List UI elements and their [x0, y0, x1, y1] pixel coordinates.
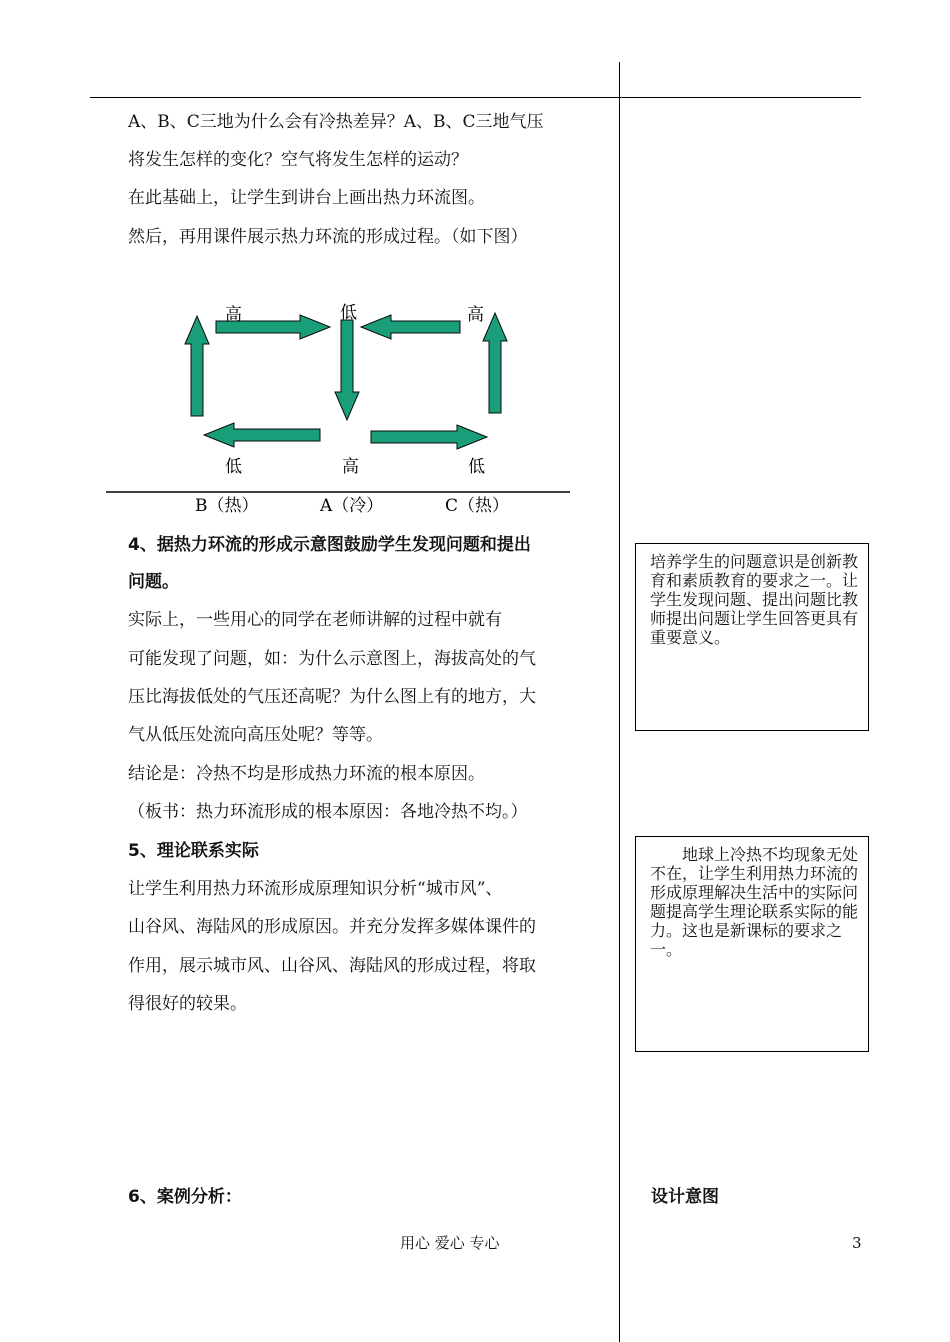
label-bottom-right: 低 [468, 457, 485, 477]
section5-line-4: 得很好的较果。 [128, 994, 247, 1014]
design-note-1-text: 培养学生的问题意识是创新教育和素质教育的要求之一。让学生发现问题、提出问题比教师提出问题让学生回答更具有重要意义。 [650, 552, 859, 647]
section5-title: 5、理论联系实际 [128, 841, 259, 861]
design-note-2 [635, 836, 869, 1052]
ground-label-c: C（热） [445, 496, 510, 516]
arrow-bottom-right-right [371, 425, 487, 449]
design-note-1 [635, 543, 869, 731]
section4-line-5: 结论是：冷热不均是形成热力环流的根本原因。 [128, 764, 485, 784]
arrow-right-up [483, 313, 507, 413]
ground-label-a: A（冷） [320, 496, 384, 516]
section4-line-6: （板书：热力环流形成的根本原因：各地冷热不均。） [128, 802, 528, 822]
body-line-1: A、B、C三地为什么会有冷热差异？A、B、C三地气压 [128, 112, 544, 132]
label-bottom-left: 低 [225, 457, 242, 477]
label-top-center: 低 [340, 303, 357, 323]
body-line-2: 将发生怎样的变化？空气将发生怎样的运动？ [128, 150, 468, 170]
diagram-svg [100, 290, 580, 520]
section4-line-3: 压比海拔低处的气压还高呢？为什么图上有的地方，大 [128, 687, 536, 707]
thermal-circulation-diagram [100, 290, 580, 520]
footer-motto: 用心 爱心 专心 [400, 1234, 500, 1252]
arrow-center-down [335, 320, 359, 420]
section4-line-1: 实际上，一些用心的同学在老师讲解的过程中就有 [128, 610, 502, 630]
section5-line-3: 作用，展示城市风、山谷风、海陆风的形成过程，将取 [128, 956, 536, 976]
section4-title-cont: 问题。 [128, 572, 179, 592]
section4-line-4: 气从低压处流向高压处呢？等等。 [128, 725, 383, 745]
section4-line-2: 可能发现了问题，如：为什么示意图上，海拔高处的气 [128, 649, 536, 669]
section5-line-2: 山谷风、海陆风的形成原因。并充分发挥多媒体课件的 [128, 917, 536, 937]
design-intent-heading: 设计意图 [651, 1187, 719, 1207]
body-line-4: 然后，再用课件展示热力环流的形成过程。（如下图） [128, 227, 528, 247]
top-rule [90, 97, 861, 98]
arrow-left-up [185, 316, 209, 416]
body-line-3: 在此基础上，让学生到讲台上画出热力环流图。 [128, 188, 485, 208]
label-top-left: 高 [225, 305, 242, 325]
label-bottom-center: 高 [342, 457, 359, 477]
section4-title: 4、据热力环流的形成示意图鼓励学生发现问题和提出 [128, 535, 531, 555]
ground-label-b: B（热） [195, 496, 259, 516]
page-number: 3 [852, 1234, 862, 1252]
section5-line-1: 让学生利用热力环流形成原理知识分析“城市风”、 [128, 879, 503, 899]
section6-title: 6、案例分析： [128, 1187, 242, 1207]
column-divider [619, 62, 620, 1342]
label-top-right: 高 [467, 305, 484, 325]
arrow-top-right-left [361, 315, 460, 339]
arrow-bottom-left-left [204, 423, 320, 447]
design-note-2-text: 地球上冷热不均现象无处不在，让学生利用热力环流的形成原理解决生活中的实际问题提高学生理论联系实际的能力。这也是新课标的要求之一。 [650, 845, 859, 959]
